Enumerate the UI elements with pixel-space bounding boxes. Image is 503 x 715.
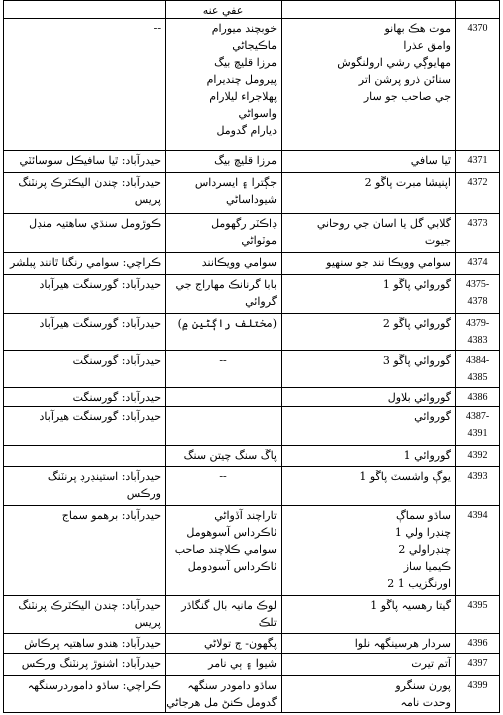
catalog-number-cell bbox=[455, 252, 500, 273]
publisher-name-cell bbox=[3, 213, 165, 234]
book-title: سردار هرسينگهہ نلوا bbox=[354, 637, 451, 650]
table-row bbox=[3, 150, 500, 172]
publisher-name-cell bbox=[3, 387, 165, 408]
book-title-cell bbox=[281, 213, 455, 251]
publisher-name: ڪراچي: سوامي رنگنا ٿانند پبلشر bbox=[10, 256, 161, 269]
catalog-number-cell bbox=[455, 595, 500, 616]
book-title-cell bbox=[281, 653, 455, 674]
table-row bbox=[3, 445, 500, 466]
book-title: گوروائي پاڱو 1 bbox=[382, 278, 451, 291]
book-title: گيتا رهسيہ پاڱو 1 bbox=[370, 599, 451, 612]
author-name: گروائي bbox=[245, 295, 277, 308]
author-name: خوبچند ميورام bbox=[211, 22, 277, 35]
author-name: ديارام گدومل bbox=[216, 124, 277, 137]
publisher-name: حيدرآباد: اشنوڙ پرنٽنگ ورڪس bbox=[21, 657, 161, 670]
book-title: يوڳ واشسٽ پاڱو 1 bbox=[359, 470, 451, 483]
author-name-cell bbox=[165, 595, 281, 633]
author-name: تاراچند آڏواڻي bbox=[214, 509, 277, 522]
catalog-number: 4386 bbox=[467, 392, 488, 403]
book-title: ساڌو سماڳ bbox=[395, 509, 451, 522]
author-name: شيوداساڻي bbox=[226, 193, 277, 206]
row-divider bbox=[3, 505, 500, 506]
catalog-number: 4393 bbox=[467, 471, 488, 482]
author-name-cell bbox=[165, 274, 281, 312]
row-divider bbox=[3, 445, 500, 446]
publisher-name: پريس bbox=[134, 193, 161, 206]
book-title: وامق عذرا bbox=[403, 39, 451, 52]
publisher-name-cell bbox=[3, 350, 165, 371]
catalog-number-cell bbox=[455, 653, 500, 674]
publisher-name-cell bbox=[3, 633, 165, 654]
row-divider bbox=[3, 406, 500, 407]
publisher-name: حيدرآباد: گورسنگت bbox=[72, 354, 161, 367]
book-title-cell bbox=[281, 595, 455, 616]
book-title-cell bbox=[281, 252, 455, 273]
row-divider bbox=[3, 213, 500, 214]
book-title-cell bbox=[281, 313, 455, 334]
table-row bbox=[3, 213, 500, 252]
table-row bbox=[3, 633, 500, 653]
row-divider bbox=[3, 274, 500, 275]
catalog-number: 4387- bbox=[465, 411, 490, 422]
catalog-number-cell bbox=[455, 150, 500, 171]
book-title-cell bbox=[281, 18, 455, 107]
catalog-number-cell bbox=[455, 274, 500, 312]
publisher-name-cell bbox=[3, 406, 165, 427]
catalog-number-cell bbox=[455, 633, 500, 654]
row-divider bbox=[3, 387, 500, 388]
publisher-name-cell bbox=[3, 466, 165, 504]
author-name: ماڪيجاڻي bbox=[232, 39, 277, 52]
book-title: ٿيا سافي bbox=[410, 154, 451, 167]
publisher-name: حيدرآباد: استينڊرڊ پرنٽنگ bbox=[47, 470, 161, 483]
author-name: مرزا قليچ بيگ bbox=[214, 154, 277, 167]
catalog-number: 4391 bbox=[467, 428, 488, 439]
author-name: تلڪ bbox=[258, 616, 277, 629]
book-title-cell bbox=[281, 274, 455, 295]
book-title: گلابي گل يا اسان جي روحاني bbox=[316, 217, 451, 230]
catalog-number: 4383 bbox=[467, 335, 488, 346]
row-divider bbox=[3, 313, 500, 314]
author-name: ٺاڪرداس آسوهومل bbox=[186, 526, 277, 539]
catalog-number: 4397 bbox=[467, 658, 488, 669]
author-name: ساڌو دامودر سنگهہ bbox=[187, 679, 277, 692]
table-row bbox=[3, 387, 500, 406]
publisher-name: حيدرآباد: گورسنگت هيرآباد bbox=[39, 278, 161, 291]
catalog-number-cell bbox=[455, 313, 500, 351]
table-row bbox=[3, 172, 500, 213]
catalog-number-cell bbox=[455, 350, 500, 388]
table-row bbox=[3, 406, 500, 445]
author-name-cell bbox=[165, 18, 281, 141]
row-divider bbox=[3, 172, 500, 173]
catalog-number: 4392 bbox=[467, 450, 488, 461]
author-name: سوامي ڪلاچند صاحب bbox=[174, 543, 277, 556]
row-divider bbox=[3, 675, 500, 676]
catalog-number: 4379- bbox=[465, 318, 490, 329]
table-row bbox=[3, 252, 500, 274]
catalog-number: 4372 bbox=[467, 177, 488, 188]
author-name: -- bbox=[219, 354, 227, 366]
publisher-name-cell bbox=[3, 675, 165, 696]
row-divider bbox=[3, 150, 500, 151]
author-name: واسواڻي bbox=[238, 107, 277, 120]
row-divider bbox=[3, 633, 500, 634]
author-name: پاڱ سنگ چيتن سنگ bbox=[183, 449, 277, 462]
book-title: مهايوڳي رشي ارولنگوش bbox=[337, 56, 451, 69]
book-title-cell bbox=[281, 172, 455, 193]
publisher-name-cell bbox=[3, 595, 165, 633]
author-name: ڊاڪٽر رگهومل bbox=[211, 217, 277, 230]
author-name: سوامي وويڪانند bbox=[201, 256, 277, 269]
author-name: مرزا قليچ بيگ bbox=[214, 56, 277, 69]
publisher-name-cell bbox=[3, 150, 165, 171]
author-name: ٺاڪرداس آسودومل bbox=[187, 560, 277, 573]
catalog-number-cell bbox=[455, 466, 500, 487]
table-row bbox=[3, 466, 500, 505]
catalog-number: 4384- bbox=[465, 355, 490, 366]
author-name: (مختلف راڳڻين ۾) bbox=[177, 317, 277, 330]
publisher-name: حيدرآباد: چندن اليڪٽرڪ پرنٽنگ bbox=[18, 176, 161, 189]
book-title-cell bbox=[281, 150, 455, 171]
row-divider bbox=[3, 653, 500, 654]
book-title-cell bbox=[281, 675, 455, 713]
book-title: جي صاحب جو سار bbox=[363, 90, 451, 103]
author-name: جڳترا ۽ ايسرداس bbox=[194, 176, 277, 189]
book-title-cell bbox=[281, 633, 455, 654]
publisher-name-cell bbox=[3, 505, 165, 526]
catalog-number: 4394 bbox=[467, 510, 488, 521]
author-name-cell bbox=[165, 313, 281, 334]
book-title: پورن سنگرو bbox=[395, 679, 451, 692]
author-name-cell bbox=[165, 633, 281, 654]
catalog-number-cell bbox=[455, 387, 500, 408]
book-title-cell bbox=[281, 350, 455, 371]
author-name-cell bbox=[165, 172, 281, 210]
catalog-number: 4378 bbox=[467, 296, 488, 307]
publisher-name: حيدرآباد: چندن اليڪٽرڪ پرنٽنگ bbox=[18, 599, 161, 612]
publisher-name: حيدرآباد: هندو ساهتيہ پرڪاش bbox=[24, 637, 161, 650]
catalog-number: 4395 bbox=[467, 600, 488, 611]
catalog-number-cell bbox=[455, 445, 500, 466]
row-divider bbox=[3, 18, 500, 19]
publisher-name: ڪوڙومل سنڌي ساهتيہ منڊل bbox=[29, 217, 161, 230]
publisher-name-cell bbox=[3, 18, 165, 39]
book-title: ڪيميا ساز bbox=[403, 560, 451, 573]
author-name: عفي عنه bbox=[202, 4, 244, 17]
book-title: موت هڪ بهانو bbox=[384, 22, 451, 35]
author-name-cell bbox=[165, 445, 281, 466]
author-name: بابا گرنانڪ مهاراج جي bbox=[175, 278, 277, 291]
catalog-number: 4396 bbox=[467, 638, 488, 649]
author-name: لوڪ مانيہ بال گنگاڌر bbox=[181, 599, 277, 612]
table-row bbox=[3, 350, 500, 387]
book-title: گوروائي پاڱو 3 bbox=[382, 354, 451, 367]
catalog-number: 4371 bbox=[467, 155, 488, 166]
table-row bbox=[3, 313, 500, 350]
author-name: شيوا ۽ ٻي نامر bbox=[208, 657, 277, 670]
publisher-name: حيدرآباد: گورسنگت bbox=[72, 391, 161, 404]
catalog-number-cell bbox=[455, 406, 500, 444]
table-row bbox=[3, 18, 500, 150]
publisher-name: ڪراچي: ساڌو داموردرسنگهہ bbox=[27, 679, 161, 692]
book-title: اورنگزيب 1 2 bbox=[387, 577, 451, 590]
table-row bbox=[3, 653, 500, 675]
author-name: گدومل ڪنڻ مل هرجاڻي bbox=[166, 696, 277, 709]
row-divider bbox=[3, 712, 500, 713]
publisher-name: -- bbox=[153, 22, 161, 34]
row-divider bbox=[3, 466, 500, 467]
book-title: سوامي وويڪا نند جو سنهيو bbox=[326, 256, 451, 269]
book-title: وحدت نامہ bbox=[400, 696, 451, 709]
publisher-name: پريس bbox=[134, 616, 161, 629]
row-divider bbox=[3, 595, 500, 596]
book-title: اپنيشا مبرت پاڱو 2 bbox=[364, 176, 451, 189]
author-name-cell bbox=[165, 150, 281, 171]
row-divider bbox=[3, 0, 500, 1]
publisher-name-cell bbox=[3, 252, 165, 273]
book-title-cell bbox=[281, 406, 455, 427]
book-title: سنائن ذرو پرشن اتر bbox=[358, 73, 451, 86]
author-name-cell bbox=[165, 653, 281, 674]
catalog-number-cell bbox=[455, 213, 500, 234]
book-title: گوروائي 1 bbox=[403, 449, 451, 462]
table-row bbox=[3, 505, 500, 595]
book-title: چنڊرا ولي 1 bbox=[394, 526, 451, 539]
publisher-name: حيدرآباد: برهمو سماج bbox=[61, 509, 161, 522]
catalog-number: 4375- bbox=[465, 279, 490, 290]
catalog-number-cell bbox=[455, 172, 500, 193]
table-row bbox=[3, 0, 500, 18]
publisher-name-cell bbox=[3, 313, 165, 334]
catalog-number: 4385 bbox=[467, 372, 488, 383]
book-title-cell bbox=[281, 387, 455, 408]
catalog-number: 4399 bbox=[467, 680, 488, 691]
author-name: پهلاجراء ليلارام bbox=[209, 90, 277, 103]
table-row bbox=[3, 675, 500, 713]
catalog-number-cell bbox=[455, 505, 500, 526]
row-divider bbox=[3, 350, 500, 351]
catalog-number: 4373 bbox=[467, 218, 488, 229]
author-name: پيرومل چنديرام bbox=[206, 73, 277, 86]
book-title-cell bbox=[281, 505, 455, 594]
book-title: آتم تيرت bbox=[411, 657, 451, 670]
publisher-name-cell bbox=[3, 653, 165, 674]
book-title: چنڊراولي 2 bbox=[398, 543, 451, 556]
table-row bbox=[3, 274, 500, 313]
author-name-cell bbox=[165, 505, 281, 577]
author-name: پگهون- ڄ تولاڻي bbox=[203, 637, 277, 650]
catalog-number-cell bbox=[455, 675, 500, 696]
row-divider bbox=[3, 252, 500, 253]
publisher-name-cell bbox=[3, 172, 165, 210]
publisher-name: حيدرآباد: ٿيا سافيڪل سوسائٽي bbox=[19, 154, 161, 167]
book-title: گوروائي پاڱو 2 bbox=[382, 317, 451, 330]
author-name: -- bbox=[219, 470, 227, 482]
table-row bbox=[3, 595, 500, 633]
publisher-name-cell bbox=[3, 274, 165, 295]
author-name-cell bbox=[165, 350, 281, 371]
book-title: جيوت bbox=[424, 234, 451, 247]
catalog-number-cell bbox=[455, 18, 500, 39]
author-name: موٽواڻي bbox=[241, 234, 277, 247]
author-name-cell bbox=[165, 213, 281, 251]
author-name-cell bbox=[165, 675, 281, 713]
catalog-number: 4370 bbox=[467, 23, 488, 34]
author-name-cell bbox=[165, 252, 281, 273]
publisher-name: حيدرآباد: گورسنگت هيرآباد bbox=[39, 410, 161, 423]
catalog-number: 4374 bbox=[467, 257, 488, 268]
book-title-cell bbox=[281, 445, 455, 466]
publisher-name: حيدرآباد: گورسنگت هيرآباد bbox=[39, 317, 161, 330]
book-title: گوروائي bbox=[414, 410, 451, 423]
book-title: گوروائي بلاول bbox=[387, 391, 451, 404]
catalog-table bbox=[3, 0, 500, 713]
author-name-cell bbox=[165, 466, 281, 487]
publisher-name: ورڪس bbox=[126, 487, 161, 500]
book-title-cell bbox=[281, 466, 455, 487]
